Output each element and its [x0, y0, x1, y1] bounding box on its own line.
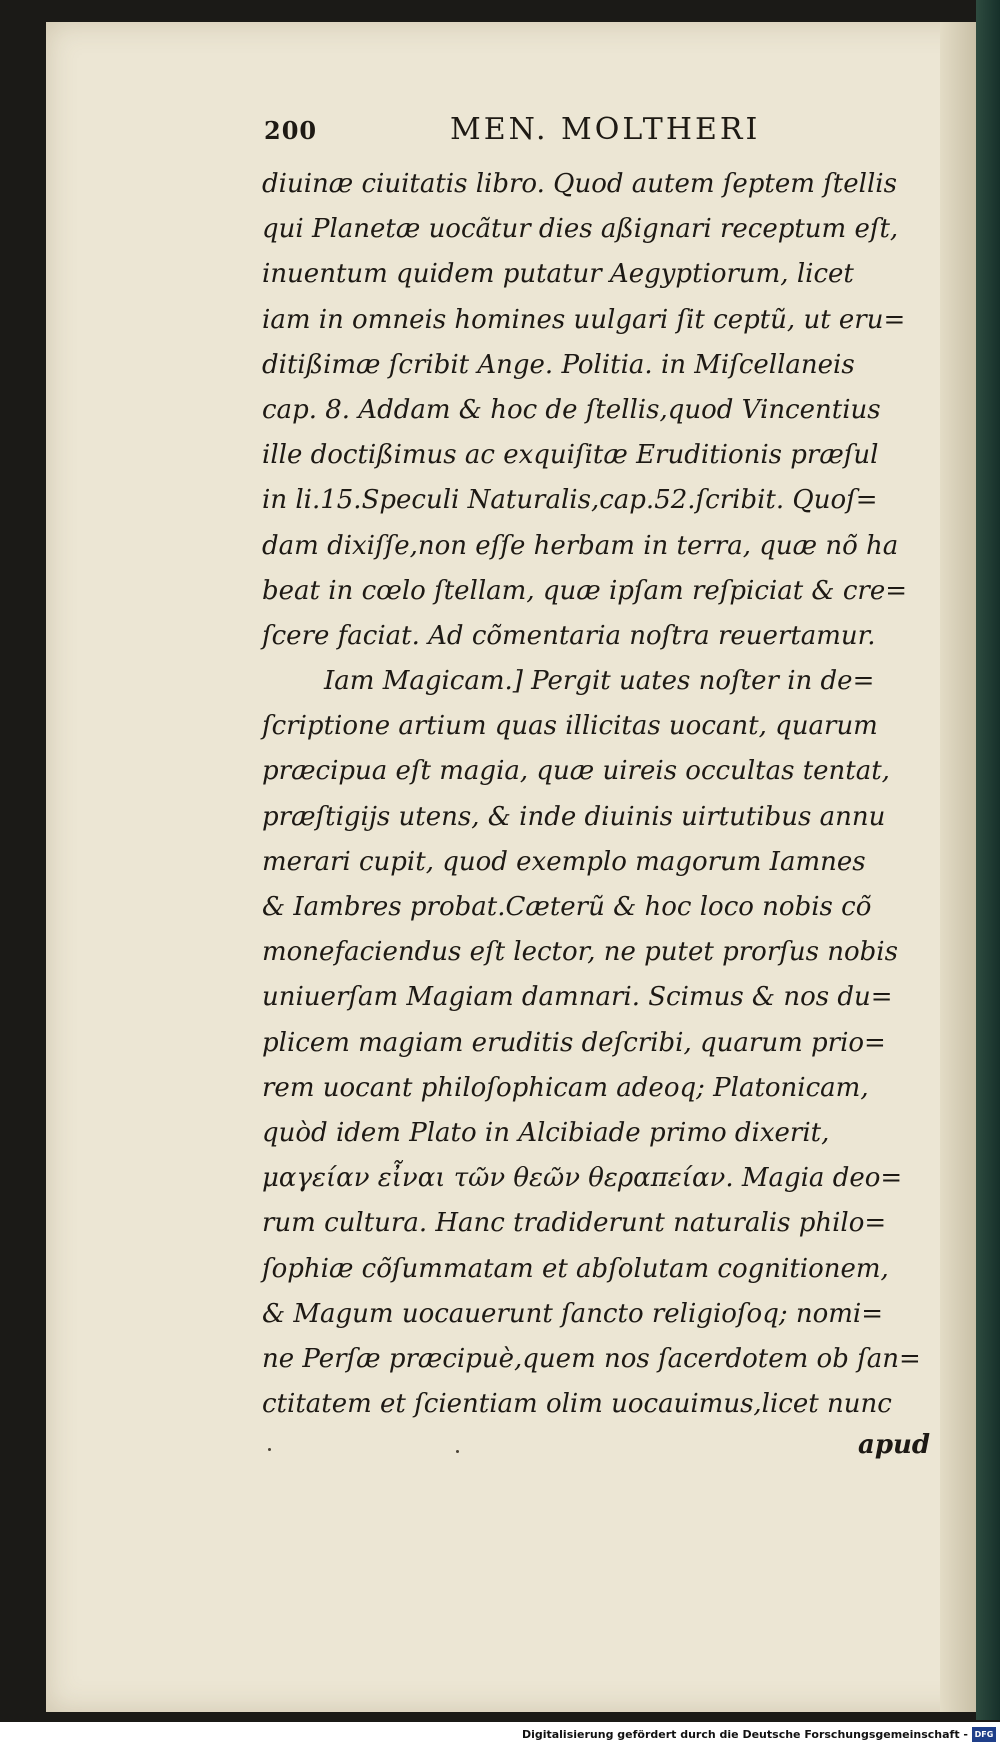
- paper-speck: [268, 1448, 271, 1451]
- greek-quote-line: μαγείαν εἶναι τῶν θεῶν θεραπείαν. Magia deo=: [262, 1163, 903, 1194]
- text-line: & Magum uocauerunt ſancto religioſoq; nomi=: [262, 1298, 884, 1329]
- text-line: præſtigijs utens, & inde diuinis uirtutibus annu: [262, 801, 886, 832]
- text-line: dam dixiſſe,non eſſe herbam in terra, quæ nõ ha: [262, 530, 899, 561]
- paper-speck: [456, 1450, 459, 1453]
- text-line: inuentum quidem putatur Aegyptiorum, licet: [262, 259, 854, 290]
- text-line: monefaciendus eſt lector, ne putet prorſus nobis: [262, 937, 898, 968]
- text-line: in li.15.Speculi Naturalis,cap.52.ſcribit. Quoſ=: [262, 485, 878, 516]
- text-line: iam in omneis homines uulgari ſit ceptũ, ut eru=: [262, 304, 906, 335]
- text-line: rem uocant philoſophicam adeoq; Platonicam,: [262, 1072, 869, 1103]
- funding-credit: Digitalisierung gefördert durch die Deutsche Forschungsgemeinschaft -: [521, 1728, 968, 1741]
- text-line: cap. 8. Addam & hoc de ſtellis,quod Vincentius: [262, 394, 881, 425]
- page-edge-shadow: [940, 22, 976, 1712]
- footer-bar: [0, 1722, 1000, 1750]
- running-head: [218, 112, 858, 152]
- text-line: præcipua eſt magia, quæ uireis occultas tentat,: [262, 756, 890, 787]
- text-line: ſcriptione artium quas illicitas uocant, quarum: [262, 711, 878, 742]
- text-line: ſophiæ cõſummatam et abſolutam cognitionem,: [262, 1253, 889, 1284]
- page-number: 200: [264, 116, 318, 145]
- text-line: qui Planetæ uocãtur dies aßignari receptum eſt,: [262, 214, 899, 245]
- text-line: & Iambres probat.Cæterũ & hoc loco nobis cõ: [262, 892, 872, 922]
- text-line: rum cultura. Hanc tradiderunt naturalis philo=: [262, 1208, 887, 1239]
- running-head-title: MEN. MOLTHERI: [450, 112, 761, 147]
- text-line: ne Perſæ præcipuè,quem nos ſacerdotem ob ſan=: [262, 1343, 921, 1374]
- text-line: ctitatem et ſcientiam olim uocauimus,licet nunc: [262, 1389, 892, 1420]
- catchword: apud: [858, 1430, 931, 1460]
- text-line: ſcere faciat. Ad cõmentaria noſtra reuertamur.: [262, 620, 876, 651]
- text-line: ille doctißimus ac exquiſitæ Eruditionis præſul: [262, 440, 879, 471]
- paragraph-start-line: Iam Magicam.] Pergit uates noſter in de=: [324, 666, 875, 697]
- body-text: [262, 162, 942, 1427]
- text-line: ditißimæ ſcribit Ange. Politia. in Miſcellaneis: [262, 349, 855, 380]
- book-cover-edge: [976, 0, 1000, 1720]
- text-line: beat in cœlo ſtellam, quæ ipſam reſpiciat & cre=: [262, 575, 907, 606]
- text-line: plicem magiam eruditis deſcribi, quarum prio=: [262, 1027, 886, 1058]
- text-line: uniuerſam Magiam damnari. Scimus & nos du=: [262, 982, 893, 1013]
- text-line: merari cupit, quod exemplo magorum Iamnes: [262, 846, 866, 877]
- text-line: diuinæ ciuitatis libro. Quod autem ſeptem ſtellis: [262, 169, 897, 199]
- text-line: quòd idem Plato in Alcibiade primo dixerit,: [262, 1117, 830, 1148]
- dfg-logo-icon: DFG: [972, 1727, 996, 1742]
